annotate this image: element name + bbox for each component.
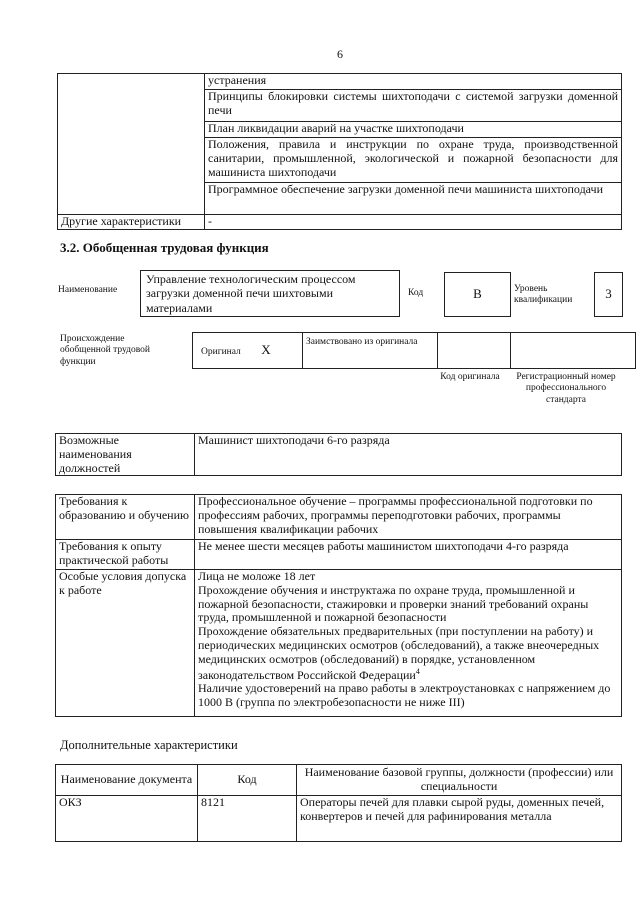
code-box — [444, 272, 511, 317]
knowledge-item: План ликвидации аварий на участке шихтоподачи — [205, 122, 622, 138]
table-header-row — [56, 765, 622, 796]
education-label: Требования к образованию и обучению — [56, 495, 195, 540]
other-characteristics-value: - — [205, 215, 622, 230]
code-value: B — [473, 286, 482, 301]
original-cell — [193, 333, 303, 369]
knowledge-item: устранения — [205, 74, 622, 90]
table-row — [58, 215, 622, 230]
special-condition-item: Наличие удостоверений на право работы в электроустановках с напряжением до 1000 В (группа по электробезопасности не ниже III) — [198, 681, 611, 710]
knowledge-item: Положения, правила и инструкции по охране труда, производственной санитарии, промышленной, экологической и пожарной безопасности для машиниста шихтоподачи — [205, 138, 622, 183]
doc-name-cell: ОКЗ — [56, 796, 198, 842]
level-box — [594, 272, 623, 317]
additional-table — [55, 764, 622, 842]
table-row — [56, 540, 622, 570]
special-conditions-label: Особые условия допуска к работе — [56, 570, 195, 717]
reg-number-cell — [511, 333, 636, 369]
special-condition-item: Прохождение обязательных предварительных (при поступлении на работу) и периодических медицинских осмотров (обследований), а также внеочередных медицинских осмотров (обследований) в порядке, установленном законодательством Российской Федерации$^4$ — [198, 624, 600, 682]
origin-table — [192, 332, 636, 369]
function-name-value: Управление технологическим процессом загрузки доменной печи шихтовыми материалами — [146, 272, 356, 315]
reg-number-caption: Регистрационный номер профессионального стандарта — [516, 372, 616, 405]
positions-table — [55, 433, 622, 476]
name-label: Наименование — [58, 285, 118, 295]
table-row — [56, 495, 622, 540]
special-condition-item: Лица не моложе 18 лет — [198, 569, 316, 583]
requirements-table — [55, 494, 622, 717]
origin-label: Происхождение обобщенной трудовой функции — [60, 334, 150, 367]
code-label: Код — [408, 288, 424, 298]
footnote-mark: 4 — [415, 666, 420, 676]
other-characteristics-label: Другие характеристики — [58, 215, 205, 230]
header-group-name: Наименование базовой группы, должности (профессии) или специальности — [297, 765, 622, 796]
knowledge-item: Программное обеспечение загрузки доменной печи машиниста шихтоподачи — [205, 183, 622, 215]
section-title: 3.2. Обобщенная трудовая функция — [60, 240, 269, 255]
borrowed-cell — [303, 333, 438, 369]
education-value: Профессиональное обучение – программы профессиональной подготовки по профессиям рабочих, программы переподготовки рабочих, программы повышения квалификации рабочих — [195, 495, 622, 540]
positions-value: Машинист шихтоподачи 6-го разряда — [195, 434, 622, 476]
experience-label: Требования к опыту практической работы — [56, 540, 195, 570]
knowledge-table — [57, 73, 622, 230]
borrowed-label: Заимствовано из оригинала — [306, 337, 418, 347]
table-row — [193, 333, 636, 369]
experience-value: Не менее шести месяцев работы машинистом шихтоподачи 4-го разряда — [195, 540, 622, 570]
table-row — [56, 570, 622, 717]
origin-code-cell — [438, 333, 511, 369]
special-condition-item: Прохождение обучения и инструктажа по охране труда, промышленной и пожарной безопасности, стажировки и проверки знаний требований охраны труда, промышленной и пожарной безопасности — [198, 582, 589, 625]
header-code: Код — [198, 765, 297, 796]
positions-label: Возможные наименования должностей — [56, 434, 195, 476]
function-name-box — [140, 270, 400, 317]
table-row — [58, 74, 622, 90]
group-name-cell: Операторы печей для плавки сырой руды, доменных печей, конвертеров и печей для рафинирования металла — [297, 796, 622, 842]
additional-title: Дополнительные характеристики — [60, 738, 238, 752]
table-row — [56, 434, 622, 476]
knowledge-item: Принципы блокировки системы шихтоподачи с системой загрузки доменной печи — [205, 90, 622, 122]
level-label: Уровень квалификации — [514, 284, 573, 306]
origin-code-caption: Код оригинала — [440, 372, 500, 382]
table-row — [56, 796, 622, 842]
original-label: Оригинал — [201, 347, 241, 358]
special-conditions-value — [195, 570, 622, 717]
page-number: 6 — [337, 47, 343, 61]
level-value: 3 — [605, 286, 612, 301]
original-mark: X — [261, 342, 271, 358]
header-document: Наименование документа — [56, 765, 198, 796]
doc-code-cell: 8121 — [198, 796, 297, 842]
